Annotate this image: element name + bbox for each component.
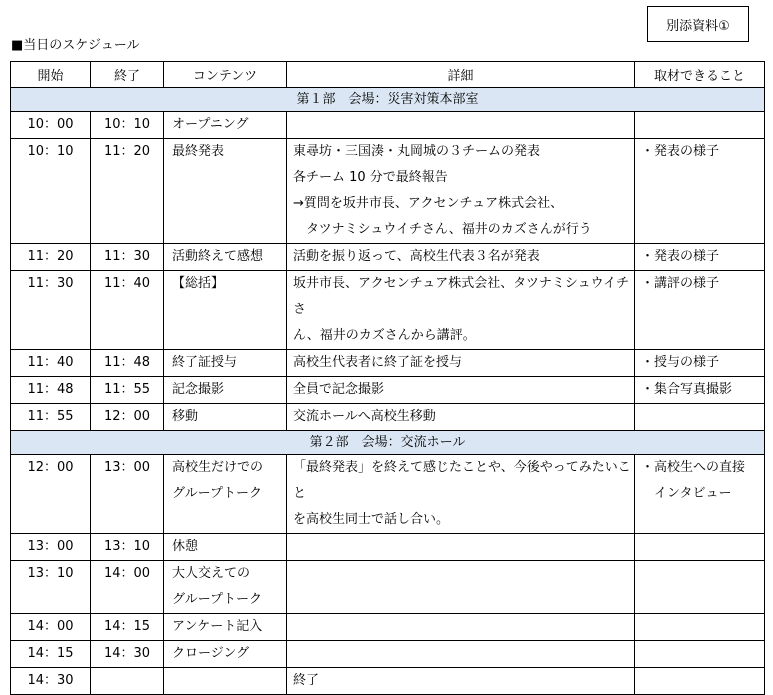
schedule-table [10, 61, 765, 695]
page-heading: ■当日のスケジュール [11, 38, 140, 53]
detail-cell-line: を高校生同士で話し合い。 [293, 512, 450, 527]
coverage-cell-line: ・高校生への直接 [641, 460, 746, 475]
end-time-cell [91, 271, 164, 350]
detail-cell [287, 271, 635, 350]
detail-cell [287, 350, 635, 377]
start-time-cell [11, 139, 91, 244]
start-time: 14：00 [27, 619, 74, 634]
coverage-cell [635, 350, 765, 377]
end-time: 11：55 [103, 382, 151, 397]
start-time: 14：15 [27, 646, 74, 661]
table-row [11, 561, 765, 614]
column-header-content: コンテンツ [164, 62, 287, 88]
content-cell-line: 活動終えて感想 [172, 249, 264, 264]
column-header-detail: 詳細 [287, 62, 635, 88]
start-time-cell [11, 350, 91, 377]
content-cell [164, 350, 287, 377]
detail-cell [287, 377, 635, 404]
end-time-cell [91, 534, 164, 561]
coverage-cell [635, 534, 765, 561]
table-row [11, 404, 765, 431]
content-cell-line: 終了証授与 [172, 355, 238, 370]
table-row [11, 668, 765, 695]
content-cell [164, 668, 287, 695]
detail-cell [287, 534, 635, 561]
content-cell [164, 139, 287, 244]
detail-cell [287, 404, 635, 431]
section-title-2: 第２部 会場：交流ホール [11, 431, 765, 455]
end-time-cell [91, 377, 164, 404]
end-time-cell [91, 244, 164, 271]
content-cell [164, 641, 287, 668]
content-cell [164, 455, 287, 534]
coverage-cell [635, 455, 765, 534]
content-cell-line: 移動 [172, 409, 199, 424]
start-time-cell [11, 377, 91, 404]
end-time-cell [91, 404, 164, 431]
detail-cell-line: →質問を坂井市長、アクセンチュア株式会社、 [293, 196, 564, 211]
start-time: 12：00 [27, 460, 74, 475]
start-time-cell [11, 404, 91, 431]
content-cell [164, 377, 287, 404]
section-title-1: 第１部 会場：災害対策本部室 [11, 88, 765, 112]
start-time-cell [11, 112, 91, 139]
content-cell [164, 112, 287, 139]
column-header-coverage: 取材できること [635, 62, 765, 88]
detail-cell-line: 高校生代表者に終了証を授与 [293, 355, 463, 370]
start-time-cell [11, 561, 91, 614]
coverage-cell-line: ・授与の様子 [641, 355, 720, 370]
coverage-cell-line: ・発表の様子 [641, 144, 720, 159]
coverage-cell-line: ・集合写真撮影 [641, 382, 733, 397]
start-time-cell [11, 534, 91, 561]
table-row [11, 614, 765, 641]
end-time: 14：15 [103, 619, 151, 634]
attachment-label-box: 別添資料① [647, 6, 749, 42]
coverage-cell [635, 139, 765, 244]
coverage-cell [635, 404, 765, 431]
content-cell-line: 高校生だけでの [172, 460, 264, 475]
end-time-cell [91, 455, 164, 534]
detail-cell-line: タツナミシュウイチさん、福井のカズさんが行う [293, 222, 592, 237]
end-time: 14：00 [103, 566, 151, 581]
start-time: 13：10 [27, 566, 74, 581]
content-cell [164, 614, 287, 641]
table-row [11, 271, 765, 350]
table-row [11, 455, 765, 534]
start-time: 11：30 [27, 276, 74, 291]
table-row [11, 641, 765, 668]
column-header-end: 終了 [91, 62, 164, 88]
content-cell [164, 534, 287, 561]
detail-cell [287, 668, 635, 695]
end-time: 13：00 [103, 460, 151, 475]
detail-cell-line: 坂井市長、アクセンチュア株式会社、タツナミシュウイチさ [293, 276, 630, 317]
content-cell-line: 休憩 [172, 539, 199, 554]
detail-cell [287, 561, 635, 614]
start-time: 11：55 [27, 409, 74, 424]
end-time-cell [91, 139, 164, 244]
detail-cell-line: 各チーム 10 分で最終報告 [293, 170, 448, 185]
detail-cell-line: ん、福井のカズさんから講評。 [293, 328, 476, 343]
section-row-2 [11, 431, 765, 455]
end-time-cell [91, 641, 164, 668]
end-time-cell [91, 614, 164, 641]
content-cell [164, 561, 287, 614]
start-time: 10：10 [27, 144, 74, 159]
detail-cell-line: 交流ホールへ高校生移動 [293, 409, 436, 424]
start-time: 10：00 [27, 117, 74, 132]
table-header-row [11, 62, 765, 88]
table-body [11, 88, 765, 695]
end-time: 11：30 [103, 249, 151, 264]
content-cell-line: クロージング [172, 646, 250, 661]
coverage-cell [635, 561, 765, 614]
start-time-cell [11, 455, 91, 534]
start-time-cell [11, 271, 91, 350]
start-time-cell [11, 668, 91, 695]
detail-cell-line: 全員で記念撮影 [293, 382, 385, 397]
detail-cell [287, 112, 635, 139]
table-row [11, 534, 765, 561]
content-cell-line: 大人交えての [172, 566, 251, 581]
content-cell [164, 404, 287, 431]
detail-cell-line: 終了 [293, 673, 320, 688]
content-cell-line: グループトーク [172, 592, 262, 607]
content-cell-line: オープニング [172, 117, 249, 132]
detail-cell [287, 455, 635, 534]
section-row-1 [11, 88, 765, 112]
end-time: 10：10 [103, 117, 151, 132]
coverage-cell [635, 244, 765, 271]
start-time: 11：40 [27, 355, 74, 370]
detail-cell [287, 641, 635, 668]
coverage-cell [635, 271, 765, 350]
start-time: 14：30 [27, 673, 74, 688]
coverage-cell-line: インタビュー [641, 486, 732, 501]
table-row [11, 350, 765, 377]
end-time-cell [91, 112, 164, 139]
start-time-cell [11, 244, 91, 271]
start-time-cell [11, 614, 91, 641]
table-row [11, 139, 765, 244]
coverage-cell [635, 112, 765, 139]
detail-cell [287, 139, 635, 244]
content-cell-line: 記念撮影 [172, 382, 225, 397]
content-cell-line: 最終発表 [172, 144, 225, 159]
coverage-cell [635, 614, 765, 641]
content-cell-line: アンケート記入 [172, 619, 263, 634]
coverage-cell [635, 641, 765, 668]
content-cell [164, 271, 287, 350]
content-cell-line: 【総括】 [172, 276, 225, 291]
end-time: 14：30 [103, 646, 151, 661]
end-time: 11：48 [103, 355, 151, 370]
start-time: 11：20 [27, 249, 74, 264]
end-time: 11：40 [103, 276, 151, 291]
coverage-cell [635, 668, 765, 695]
content-cell [164, 244, 287, 271]
detail-cell-line: 東尋坊・三国湊・丸岡城の３チームの発表 [293, 144, 541, 159]
start-time-cell [11, 641, 91, 668]
detail-cell-line: 「最終発表」を終えて感じたことや、今後やってみたいこと [293, 460, 631, 501]
end-time: 12：00 [103, 409, 151, 424]
column-header-start: 開始 [11, 62, 91, 88]
table-row [11, 112, 765, 139]
coverage-cell-line: ・発表の様子 [641, 249, 720, 264]
start-time: 11：48 [27, 382, 74, 397]
end-time-cell [91, 561, 164, 614]
coverage-cell [635, 377, 765, 404]
table-row [11, 377, 765, 404]
detail-cell [287, 614, 635, 641]
end-time: 11：20 [103, 144, 151, 159]
content-cell-line: グループトーク [172, 486, 262, 501]
coverage-cell-line: ・講評の様子 [641, 276, 720, 291]
end-time: 13：10 [103, 539, 151, 554]
end-time-cell [91, 350, 164, 377]
detail-cell [287, 244, 635, 271]
start-time: 13：00 [27, 539, 74, 554]
end-time-cell [91, 668, 164, 695]
table-row [11, 244, 765, 271]
detail-cell-line: 活動を振り返って、高校生代表３名が発表 [293, 249, 540, 264]
